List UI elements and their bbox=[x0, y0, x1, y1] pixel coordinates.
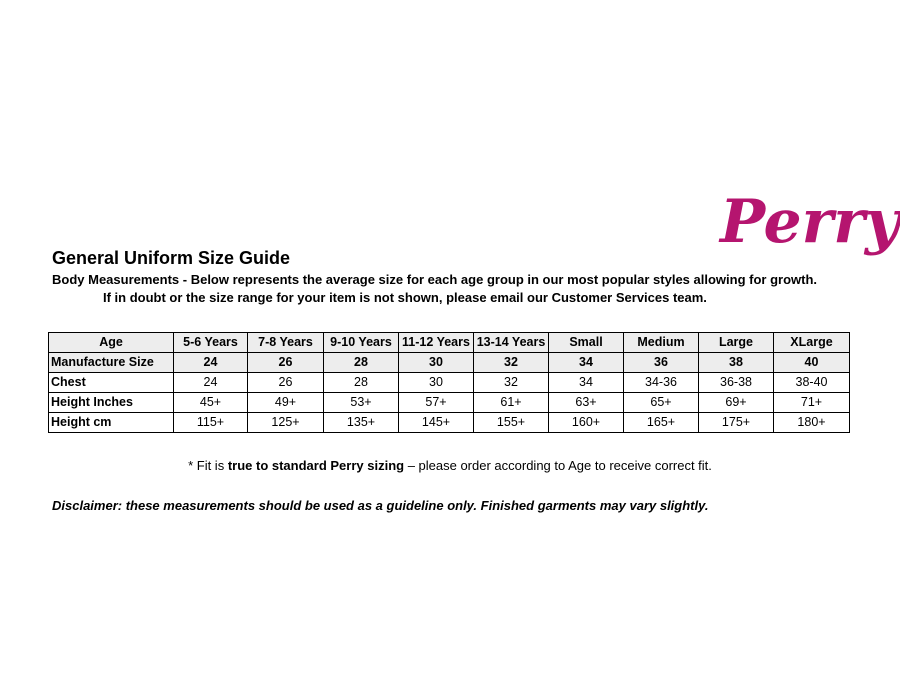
table-row bbox=[49, 413, 850, 433]
table-cell: 160+ bbox=[549, 413, 624, 433]
table-cell: 36 bbox=[624, 353, 699, 373]
table-row bbox=[49, 353, 850, 373]
page-title: General Uniform Size Guide bbox=[52, 248, 291, 268]
row-label: Height Inches bbox=[49, 393, 174, 413]
table-cell: 28 bbox=[324, 353, 399, 373]
table-row bbox=[49, 393, 850, 413]
table-cell: 26 bbox=[248, 353, 324, 373]
table-cell: 53+ bbox=[324, 393, 399, 413]
table-cell: 36-38 bbox=[699, 373, 774, 393]
table-cell: 63+ bbox=[549, 393, 624, 413]
table-cell: 30 bbox=[399, 373, 474, 393]
table-cell: 32 bbox=[474, 353, 549, 373]
fit-note-prefix: * Fit is bbox=[188, 458, 228, 473]
row-label: Manufacture Size bbox=[49, 353, 174, 373]
table-header-row bbox=[49, 333, 850, 353]
fit-note-suffix: – please order according to Age to receive correct fit. bbox=[404, 458, 712, 473]
table-cell: 45+ bbox=[174, 393, 248, 413]
table-cell: 24 bbox=[174, 373, 248, 393]
size-table bbox=[48, 332, 850, 433]
header-cell: 9-10 Years bbox=[324, 333, 399, 353]
header-cell: Small bbox=[549, 333, 624, 353]
header-cell: 5-6 Years bbox=[174, 333, 248, 353]
header-cell: 7-8 Years bbox=[248, 333, 324, 353]
table-cell: 65+ bbox=[624, 393, 699, 413]
header-cell: XLarge bbox=[774, 333, 850, 353]
table-cell: 180+ bbox=[774, 413, 850, 433]
table-cell: 71+ bbox=[774, 393, 850, 413]
table-cell: 34 bbox=[549, 373, 624, 393]
table-cell: 135+ bbox=[324, 413, 399, 433]
header-cell: Age bbox=[49, 333, 174, 353]
disclaimer: Disclaimer: these measurements should be used as a guideline only. Finished garments may vary slightly. bbox=[52, 498, 709, 513]
table-cell: 49+ bbox=[248, 393, 324, 413]
table-cell: 155+ bbox=[474, 413, 549, 433]
header-cell: Large bbox=[699, 333, 774, 353]
perry-logo-icon bbox=[718, 176, 900, 270]
perry-logo bbox=[718, 176, 900, 270]
table-cell: 69+ bbox=[699, 393, 774, 413]
row-label: Chest bbox=[49, 373, 174, 393]
table-cell: 32 bbox=[474, 373, 549, 393]
fit-note-emphasis: true to standard Perry sizing bbox=[227, 458, 405, 473]
table-cell: 34-36 bbox=[624, 373, 699, 393]
table-cell: 175+ bbox=[699, 413, 774, 433]
table-cell: 34 bbox=[549, 353, 624, 373]
table-cell: 57+ bbox=[399, 393, 474, 413]
table-cell: 26 bbox=[248, 373, 324, 393]
table-cell: 30 bbox=[399, 353, 474, 373]
table-cell: 40 bbox=[774, 353, 850, 373]
header-cell: 13-14 Years bbox=[474, 333, 549, 353]
table-cell: 24 bbox=[174, 353, 248, 373]
table-row bbox=[49, 373, 850, 393]
table-cell: 125+ bbox=[248, 413, 324, 433]
header-cell: 11-12 Years bbox=[399, 333, 474, 353]
table-cell: 28 bbox=[324, 373, 399, 393]
subtitle-line-1: Body Measurements - Below represents the average size for each age group in our most popular styles allowing for growth. bbox=[52, 272, 818, 287]
svg-text:Perry: Perry bbox=[720, 187, 900, 257]
table-cell: 115+ bbox=[174, 413, 248, 433]
table-cell: 38 bbox=[699, 353, 774, 373]
fit-note bbox=[0, 458, 900, 473]
subtitle-line-2: If in doubt or the size range for your item is not shown, please email our Customer Services team. bbox=[103, 290, 707, 305]
header-cell: Medium bbox=[624, 333, 699, 353]
table-cell: 165+ bbox=[624, 413, 699, 433]
table-cell: 61+ bbox=[474, 393, 549, 413]
table-cell: 38-40 bbox=[774, 373, 850, 393]
row-label: Height cm bbox=[49, 413, 174, 433]
table-cell: 145+ bbox=[399, 413, 474, 433]
